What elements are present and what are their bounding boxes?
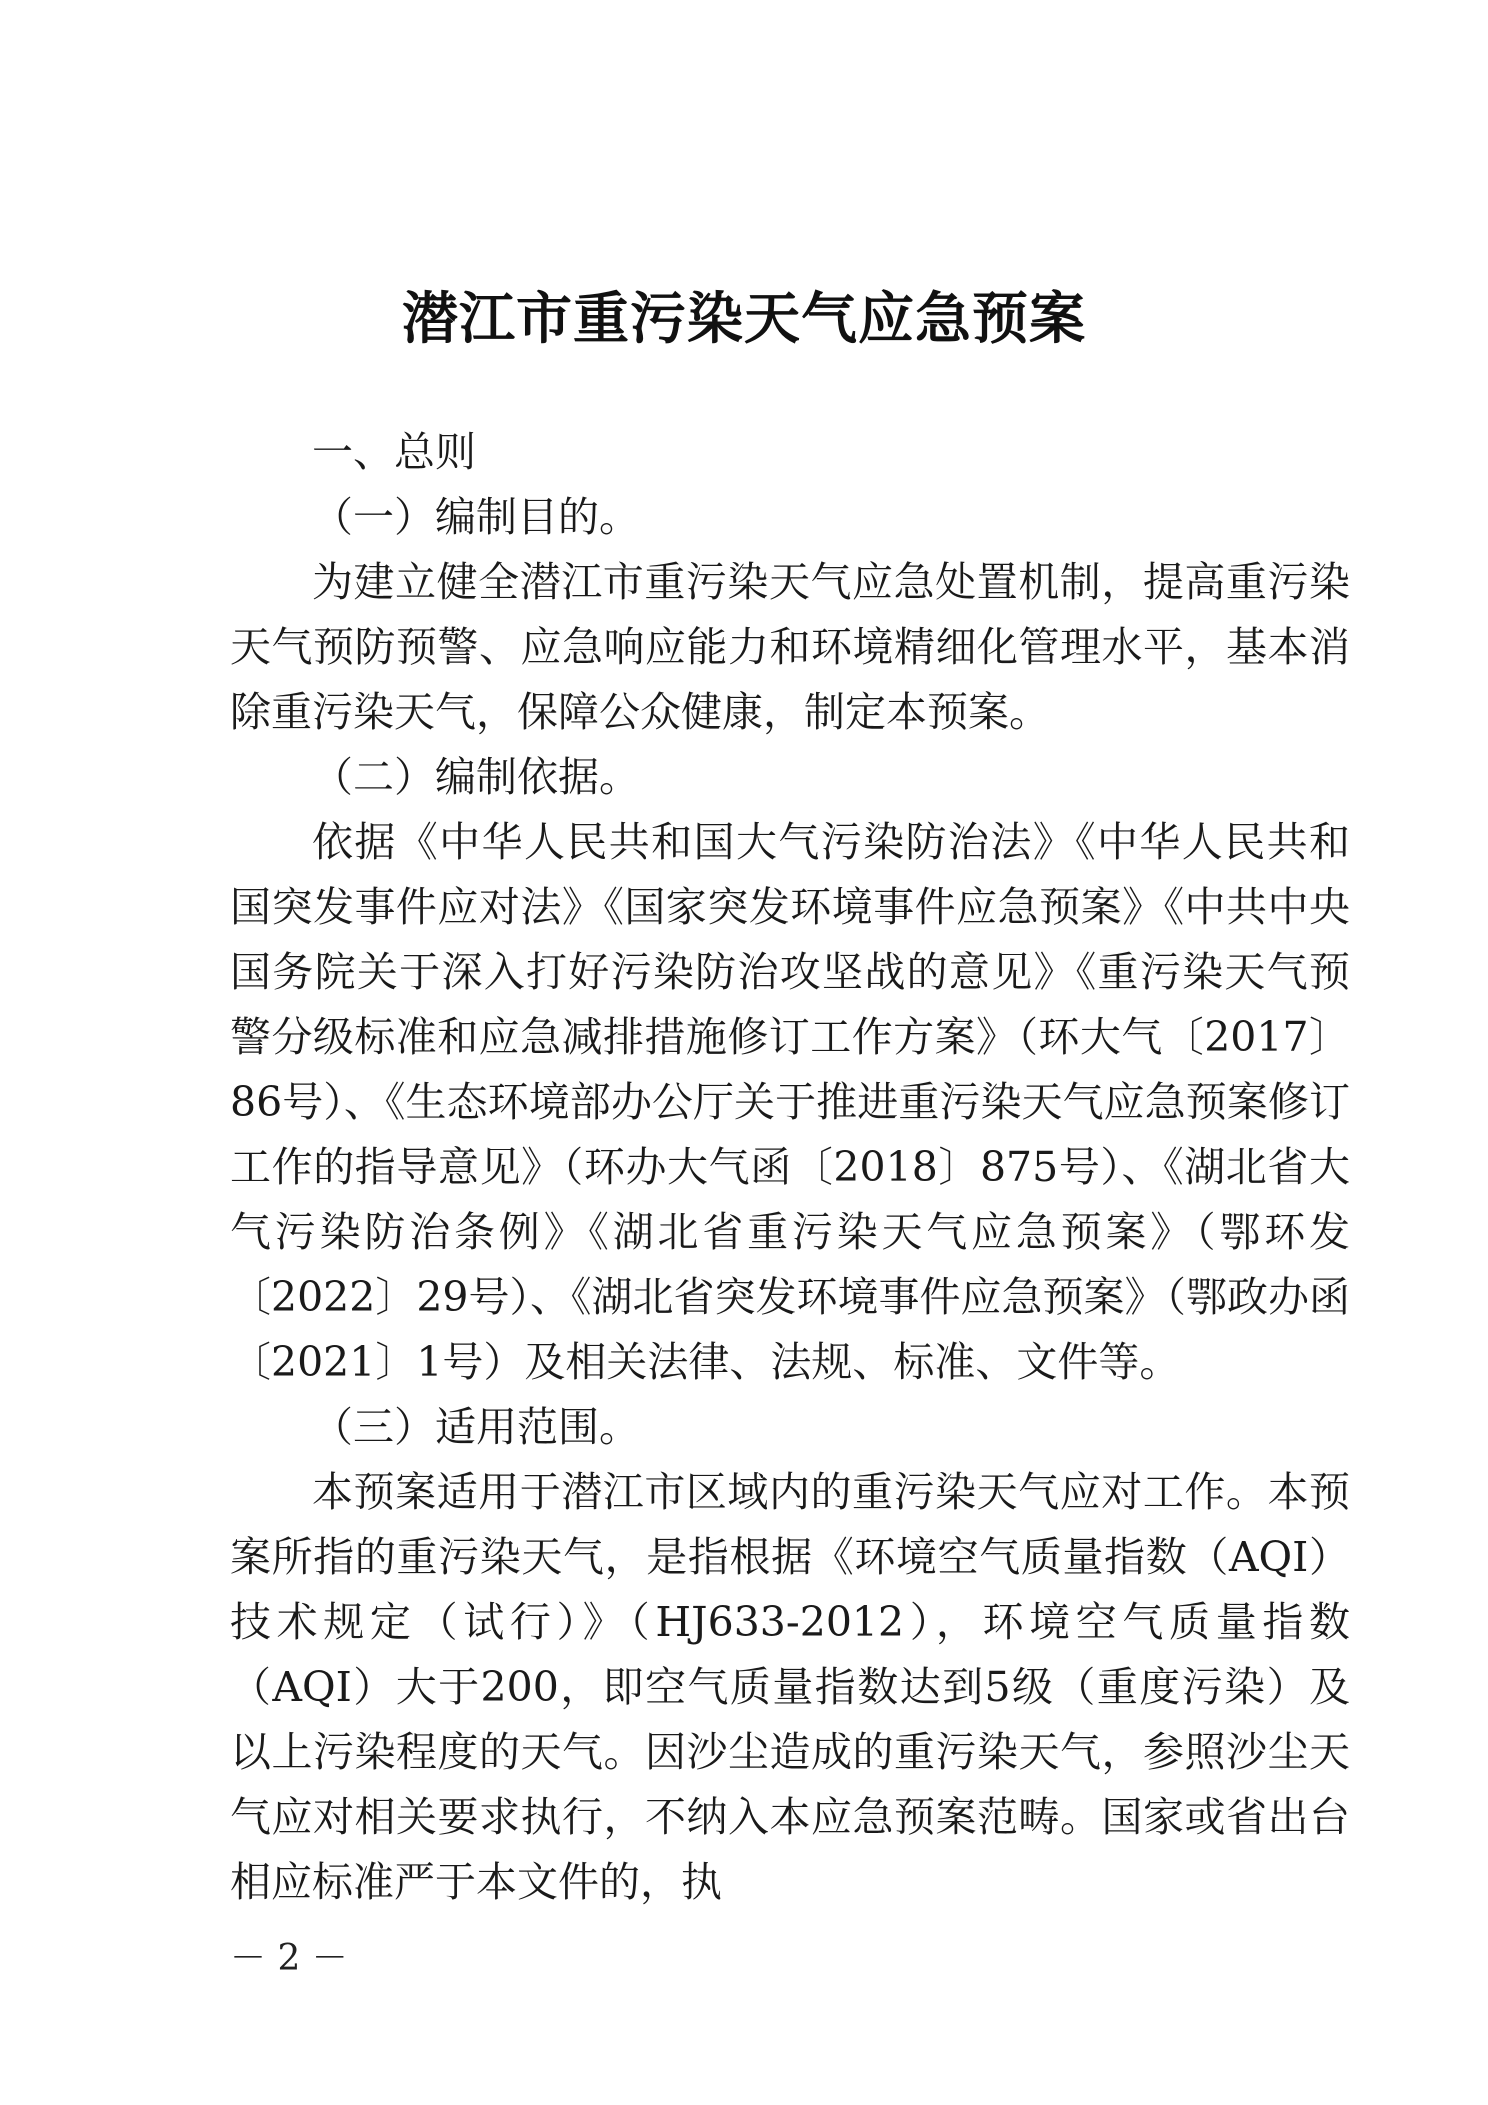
document-body: [230, 420, 1350, 1915]
paragraph-basis: 依据《中华人民共和国大气污染防治法》《中华人民共和国突发事件应对法》《国家突发环境事件应急预案》《中共中央国务院关于深入打好污染防治攻坚战的意见》《重污染天气预警分级标准和应急减排措施修订工作方案》（环大气〔2017〕86号）、《生态环境部办公厅关于推进重污染天气应急预案修订工作的指导意见》（环办大气函〔2018〕875号）、《湖北省大气污染防治条例》《湖北省重污染天气应急预案》（鄂环发〔2022〕29号）、《湖北省突发环境事件应急预案》（鄂政办函〔2021〕1号）及相关法律、法规、标准、文件等。: [230, 818, 1351, 1386]
page-number: － 2 －: [230, 1938, 348, 1979]
paragraph-scope: 本预案适用于潜江市区域内的重污染天气应对工作。本预案所指的重污染天气，是指根据《环境空气质量指数（AQI）技术规定（试行）》（HJ633-2012），环境空气质量指数（AQI）大于200，即空气质量指数达到5级（重度污染）及以上污染程度的天气。因沙尘造成的重污染天气，参照沙尘天气应对相关要求执行，不纳入本应急预案范畴。国家或省出台相应标准严于本文件的，执: [230, 1468, 1350, 1906]
section-heading-general: 一、总则: [312, 428, 476, 476]
subsection-heading-basis: （二）编制依据。: [312, 753, 640, 801]
document-title: 潜江市重污染天气应急预案: [402, 287, 1086, 352]
subsection-heading-purpose: （一）编制目的。: [312, 493, 640, 541]
subsection-heading-scope: （三）适用范围。: [312, 1403, 640, 1451]
paragraph-purpose: 为建立健全潜江市重污染天气应急处置机制，提高重污染天气预防预警、应急响应能力和环境精细化管理水平，基本消除重污染天气，保障公众健康，制定本预案。: [230, 558, 1350, 736]
